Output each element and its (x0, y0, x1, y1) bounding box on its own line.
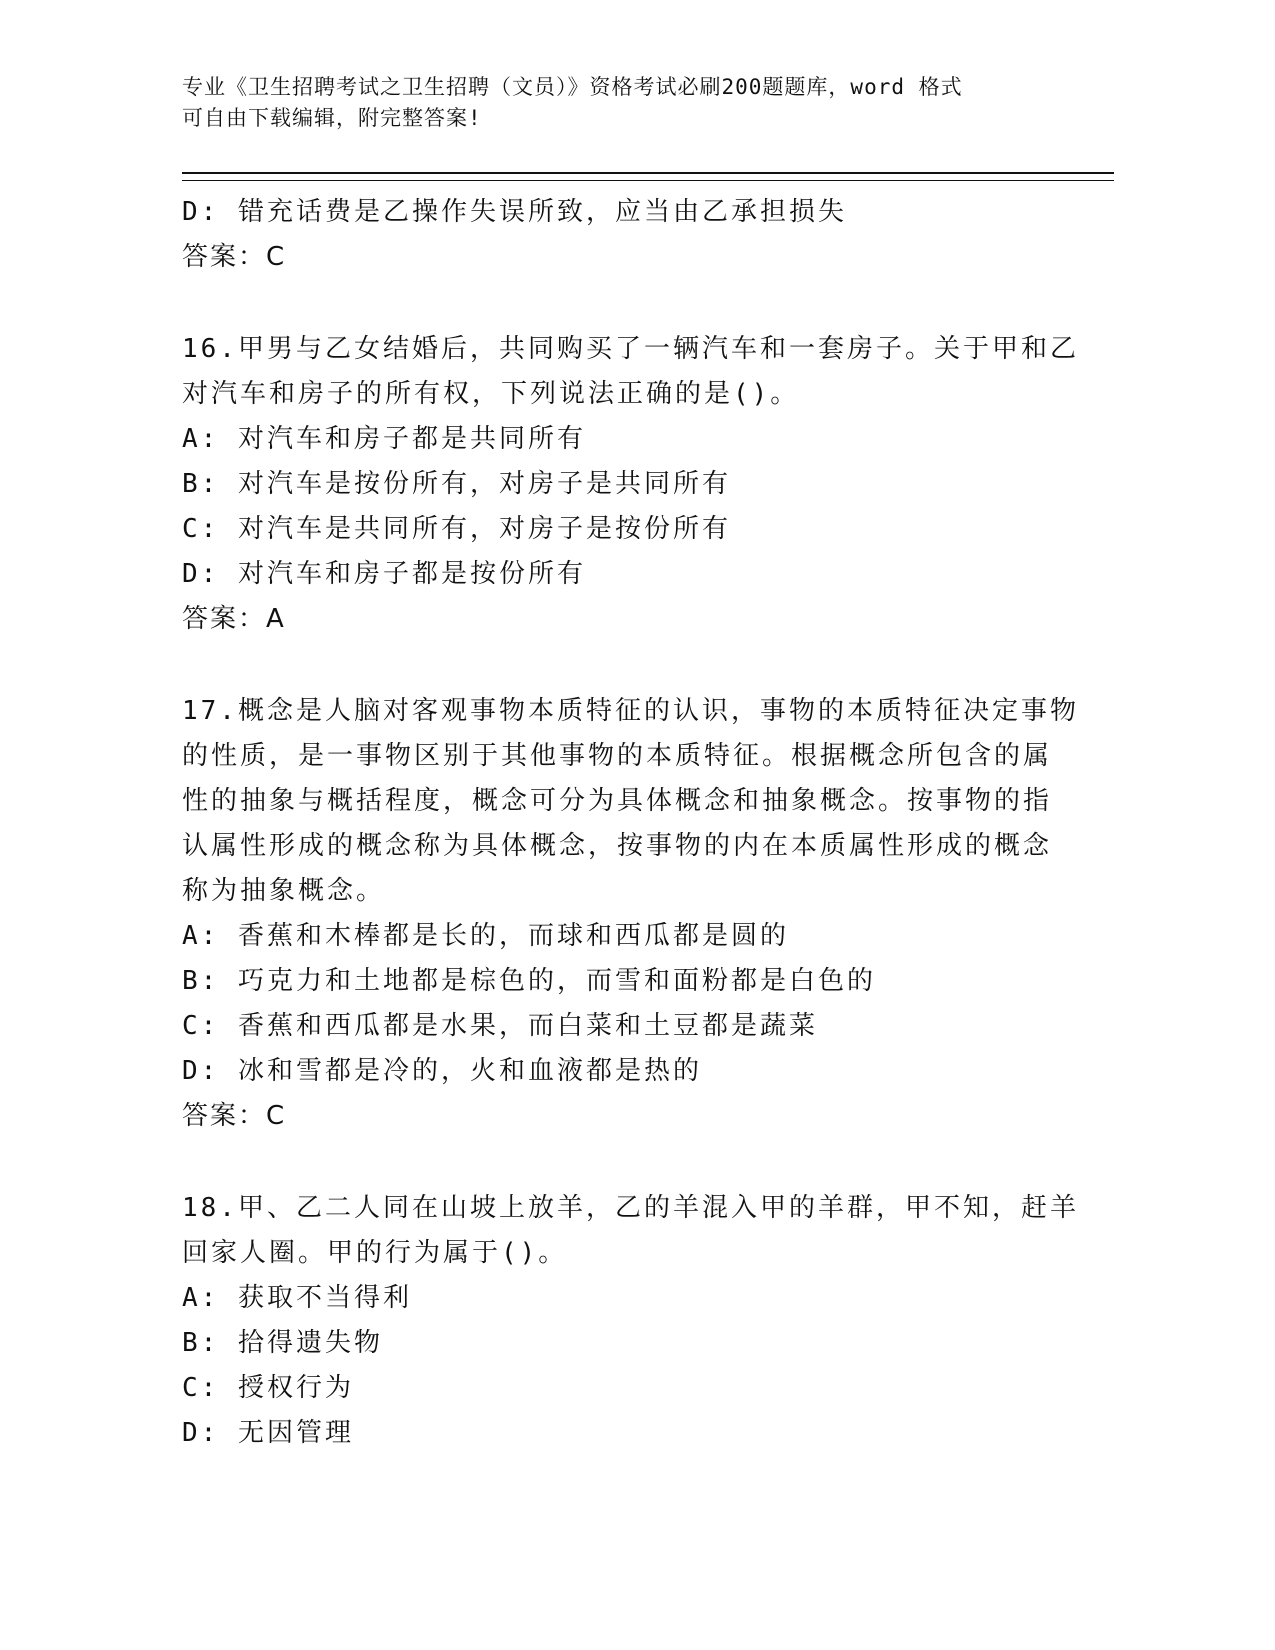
question-17-option-c: C: 香蕉和西瓜都是水果，而白菜和土豆都是蔬菜 (182, 1011, 818, 1041)
question-18-option-b: B: 拾得遗失物 (182, 1328, 383, 1358)
question-16 (182, 327, 1082, 642)
question-17-answer: 答案：C (182, 1101, 287, 1131)
header-line-2: 可自由下载编辑，附完整答案! (182, 106, 482, 130)
question-16-option-a: A: 对汽车和房子都是共同所有 (182, 424, 586, 454)
question-16-option-b: B: 对汽车是按份所有，对房子是共同所有 (182, 469, 731, 499)
question-17-option-d: D: 冰和雪都是冷的，火和血液都是热的 (182, 1056, 702, 1086)
question-18-text-line: 18.甲、乙二人同在山坡上放羊，乙的羊混入甲的羊群，甲不知，赶羊 (182, 1193, 1079, 1223)
question-17-text-line: 17.概念是人脑对客观事物本质特征的认识，事物的本质特征决定事物 (182, 696, 1079, 726)
question-17-text-line: 称为抽象概念。 (182, 876, 386, 906)
question-18-option-c: C: 授权行为 (182, 1373, 354, 1403)
question-18-option-a: A: 获取不当得利 (182, 1283, 412, 1313)
header-divider-thick (182, 172, 1114, 174)
question-16-option-c: C: 对汽车是共同所有，对房子是按份所有 (182, 514, 731, 544)
question-17-option-a: A: 香蕉和木棒都是长的，而球和西瓜都是圆的 (182, 921, 789, 951)
question-17-text-line: 的性质，是一事物区别于其他事物的本质特征。根据概念所包含的属 (182, 741, 1053, 771)
question-17-text-line: 性的抽象与概括程度，概念可分为具体概念和抽象概念。按事物的指 (182, 786, 1053, 816)
question-16-text-line: 16.甲男与乙女结婚后，共同购买了一辆汽车和一套房子。关于甲和乙 (182, 334, 1079, 364)
question-17-option-b: B: 巧克力和土地都是棕色的，而雪和面粉都是白色的 (182, 966, 876, 996)
question-18-option-d: D: 无因管理 (182, 1418, 354, 1448)
question-content (182, 190, 1082, 1456)
question-16-option-d: D: 对汽车和房子都是按份所有 (182, 559, 586, 589)
page-header (182, 72, 1062, 134)
header-line-1: 专业《卫生招聘考试之卫生招聘（文员）》资格考试必刷200题题库，word 格式 (182, 75, 963, 99)
prev-answer: 答案：C (182, 242, 287, 272)
header-divider-thin (182, 180, 1114, 181)
question-16-text-line: 对汽车和房子的所有权，下列说法正确的是()。 (182, 379, 800, 409)
question-17-text-line: 认属性形成的概念称为具体概念，按事物的内在本质属性形成的概念 (182, 831, 1053, 861)
question-18 (182, 1186, 1082, 1456)
question-16-answer: 答案：A (182, 604, 286, 634)
question-18-text-line: 回家人圈。甲的行为属于()。 (182, 1238, 568, 1268)
question-17 (182, 689, 1082, 1139)
prev-option-d: D: 错充话费是乙操作失误所致，应当由乙承担损失 (182, 197, 847, 227)
